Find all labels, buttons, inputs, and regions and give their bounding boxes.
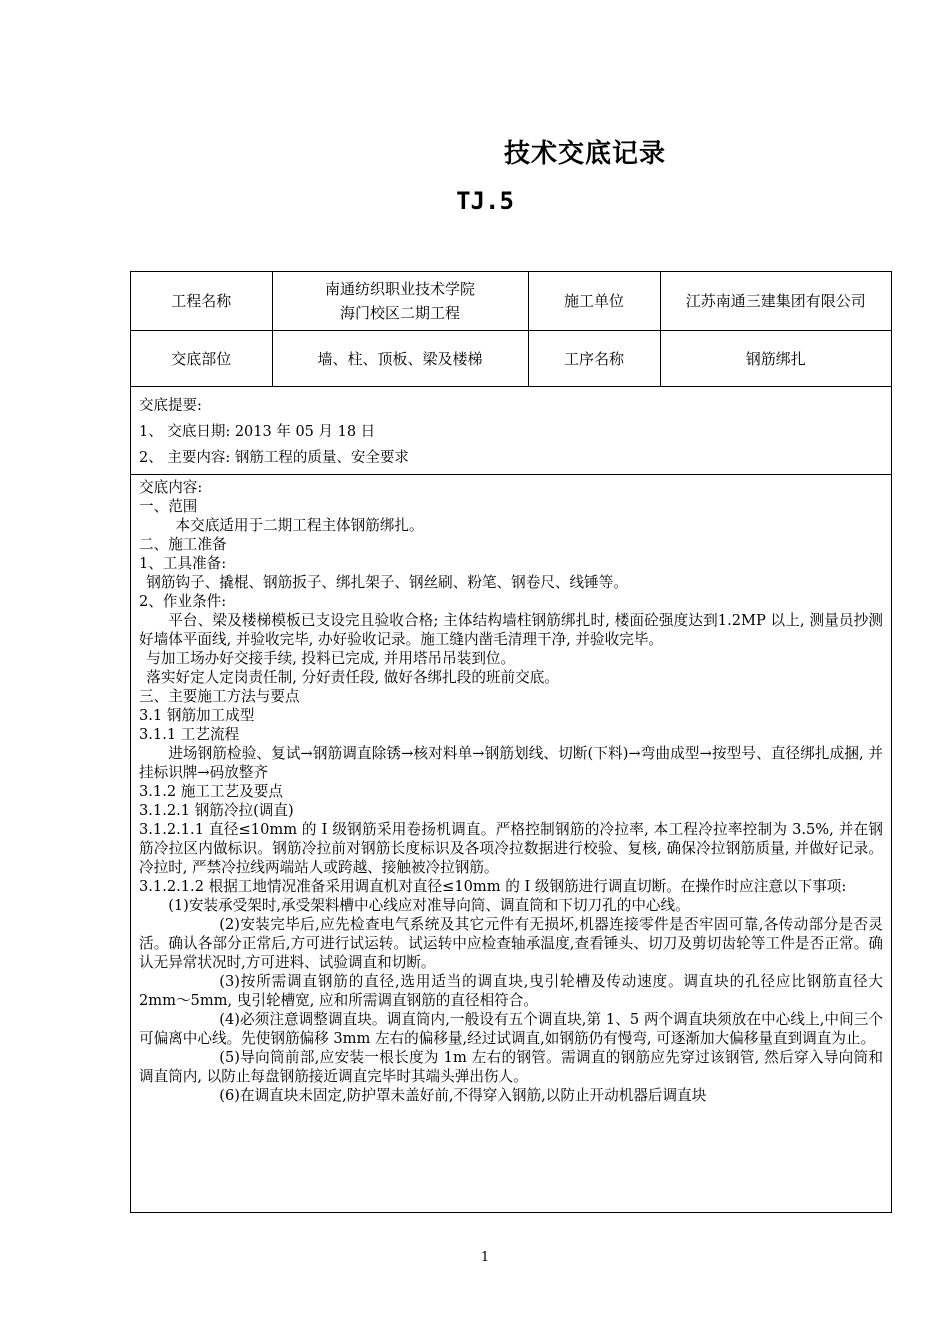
summary-line-1: 1、 交底日期: 2013 年 05 月 18 日 bbox=[139, 424, 376, 440]
content-paragraph: (6)在调直块未固定,防护罩未盖好前,不得穿入钢筋,以防止开动机器后调直块 bbox=[219, 1087, 707, 1104]
info-row-project bbox=[131, 272, 891, 331]
project-line-2: 海门校区二期工程 bbox=[339, 304, 460, 322]
content-paragraph: 2、作业条件: bbox=[139, 593, 227, 610]
content-paragraph: (1)安装承受架时,承受架料槽中心线应对准导向筒、调直筒和下切刀孔的中心线。 bbox=[168, 897, 690, 914]
content-paragraph: (5)导向筒前部,应安装一根长度为 1m 左右的钢管。需调直的钢筋应先穿过该钢管, 然后穿入导向筒和调直筒内, 以防止每盘钢筋接近调直完毕时其端头弹出伤人。 bbox=[139, 1049, 883, 1085]
content-paragraph: 落实好定人定岗责任制, 分好责任段, 做好各绑扎段的班前交底。 bbox=[146, 669, 559, 686]
content-paragraph: 3.1.2 施工工艺及要点 bbox=[139, 783, 283, 800]
content-paragraph: 3.1.1 工艺流程 bbox=[139, 726, 240, 743]
summary-section bbox=[131, 387, 891, 475]
content-paragraph: 二、施工准备 bbox=[139, 536, 227, 553]
info-row-part bbox=[131, 331, 891, 387]
part-label: 交底部位 bbox=[131, 331, 272, 387]
content-paragraph: 与加工场办好交接手续, 投料已完成, 并用塔吊吊装到位。 bbox=[146, 650, 516, 667]
content-paragraph: 3.1.2.1.2 根据工地情况准备采用调直机对直径≤10mm 的 I 级钢筋进行调直切断。在操作时应注意以下事项: bbox=[139, 878, 847, 895]
process-value: 钢筋绑扎 bbox=[660, 331, 891, 387]
record-sheet bbox=[130, 271, 892, 1213]
content-paragraph: 进场钢筋检验、复试→钢筋调直除锈→核对料单→钢筋划线、切断(下料)→弯曲成型→按型号、直径绑扎成捆, 并挂标识牌→码放整齐 bbox=[139, 745, 883, 781]
summary-heading: 交底提要: bbox=[139, 398, 202, 414]
document-code: TJ.5 bbox=[456, 187, 514, 215]
content-paragraph: 钢筋钩子、撬棍、钢筋扳子、绑扎架子、钢丝刷、粉笔、钢卷尺、线锤等。 bbox=[146, 574, 628, 591]
unit-value: 江苏南通三建集团有限公司 bbox=[660, 272, 891, 331]
content-paragraph: 本交底适用于二期工程主体钢筋绑扎。 bbox=[175, 517, 424, 534]
page-number: 1 bbox=[480, 1250, 490, 1265]
content-heading: 交底内容: bbox=[139, 479, 203, 496]
project-label: 工程名称 bbox=[131, 272, 272, 331]
content-paragraph: 三、主要施工方法与要点 bbox=[139, 688, 300, 705]
unit-label: 施工单位 bbox=[528, 272, 660, 331]
content-paragraph: 3.1 钢筋加工成型 bbox=[139, 707, 255, 724]
content-section bbox=[131, 475, 891, 1105]
content-paragraph: (3)按所需调直钢筋的直径,选用适当的调直块,曳引轮槽及传动速度。调直块的孔径应比钢筋直径大 2mm～5mm, 曳引轮槽宽, 应和所需调直钢筋的直径相符合。 bbox=[139, 973, 883, 1009]
summary-line-2: 2、 主要内容: 钢筋工程的质量、安全要求 bbox=[139, 450, 409, 466]
content-paragraph: 一、范围 bbox=[139, 498, 198, 515]
content-paragraph: 3.1.2.1.1 直径≤10mm 的 I 级钢筋采用卷扬机调直。严格控制钢筋的冷拉率, 本工程冷拉率控制为 3.5%, 并在钢筋冷拉区内做标识。钢筋冷拉前对钢筋长度标识及各项冷拉数据进行校验、复核, 确保冷拉钢筋质量, 并做好记录。冷拉时, 严禁冷拉线两端站人或跨越、接触被冷拉钢筋。 bbox=[139, 821, 883, 876]
content-paragraph: (4)必须注意调整调直块。调直筒内,一般设有五个调直块,第 1、5 两个调直块须放在中心线上,中间三个可偏离中心线。先使钢筋偏移 3mm 左右的偏移量,经过试调直,如钢筋仍有慢弯, 可逐渐加大偏移量直到调直为止。 bbox=[139, 1011, 883, 1047]
content-paragraph: 1、工具准备: bbox=[139, 555, 227, 572]
process-label: 工序名称 bbox=[528, 331, 660, 387]
project-value bbox=[272, 272, 528, 331]
content-paragraph: 平台、梁及楼梯模板已支设完且验收合格; 主体结构墙柱钢筋绑扎时, 楼面砼强度达到1.2MP 以上, 测量员抄测好墙体平面线, 并验收完毕, 办好验收记录。施工缝内凿毛清理干净, 并验收完毕。 bbox=[139, 612, 883, 648]
project-line-1: 南通纺织职业技术学院 bbox=[324, 280, 475, 298]
part-value: 墙、柱、顶板、梁及楼梯 bbox=[272, 331, 528, 387]
content-paragraph: (2)安装完毕后,应先检查电气系统及其它元件有无损坏,机器连接零件是否牢固可靠,各传动部分是否灵活。确认各部分正常后,方可进行试运转。试运转中应检查轴承温度,查看锤头、切刀及剪切齿轮等工件是否正常。确认无异常状况时,方可进料、试验调直和切断。 bbox=[139, 916, 883, 971]
document-title: 技术交底记录 bbox=[503, 139, 666, 169]
content-paragraph: 3.1.2.1 钢筋冷拉(调直) bbox=[139, 802, 294, 819]
info-table bbox=[131, 272, 891, 387]
